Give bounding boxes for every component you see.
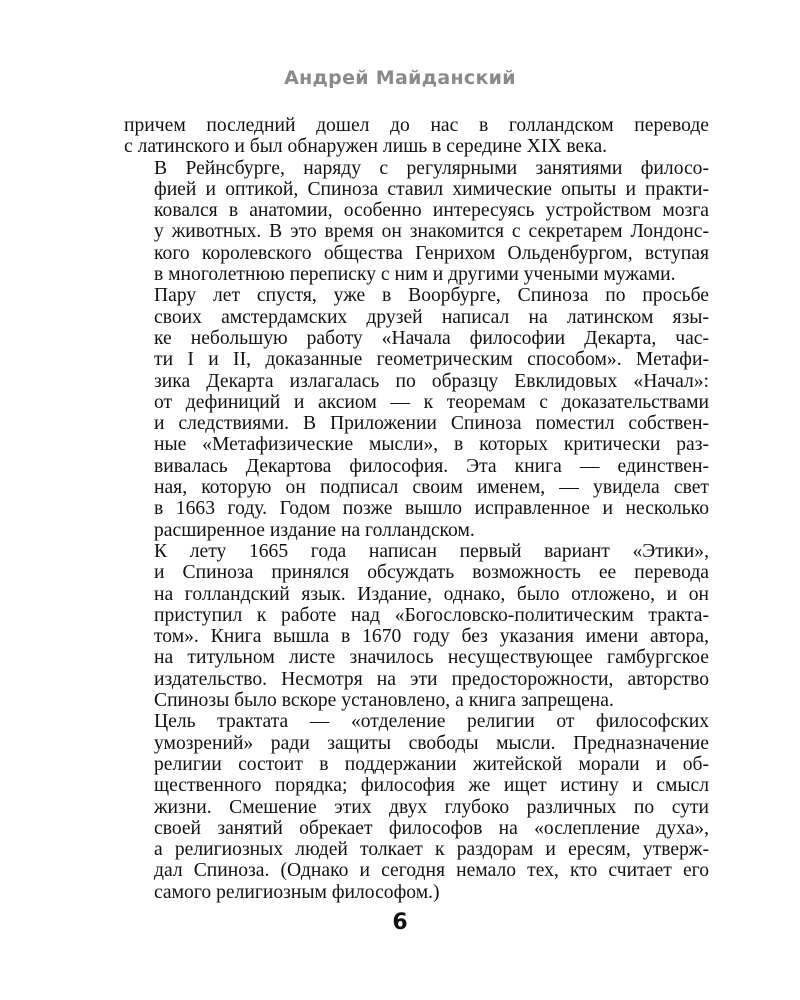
paragraph (124, 285, 709, 541)
text-line: у животных. В это время он знакомится с секретарем Лондонс- (154, 221, 709, 243)
text-line: в 1663 году. Годом позже вышло исправленное и несколько (154, 498, 709, 520)
text-line: ные «Метафизические мысли», в которых критически раз- (154, 434, 709, 456)
text-line: на титульном листе значилось несуществующее гамбургское (154, 647, 709, 669)
text-line: на голландский язык. Издание, однако, было отложено, и он (154, 583, 709, 605)
text-line: В Рейнсбурге, наряду с регулярными занятиями филосо- (154, 157, 709, 179)
text-line: причем последний дошел до нас в голландском переводе (124, 115, 709, 136)
body-text (124, 115, 709, 903)
text-line: от дефиниций и аксиом — к теоремам с доказательствами (154, 391, 709, 413)
running-head-author: Андрей Майданский (284, 67, 516, 89)
text-line: а религиозных людей толкает к раздорам и ересям, утверж- (154, 839, 709, 861)
text-line: кого королевского общества Генрихом Ольденбургом, вступая (154, 242, 709, 264)
text-line: Цель трактата — «отделение религии от философских (154, 711, 709, 733)
paragraph (124, 541, 709, 711)
paragraph (124, 711, 709, 903)
text-line: с латинского и был обнаружен лишь в середине XIX века. (124, 136, 608, 158)
page-number: 6 (392, 910, 408, 935)
text-line: фией и оптикой, Спиноза ставил химические опыты и практи- (154, 178, 709, 200)
text-line: том». Книга вышла в 1670 году без указания имени автора, (154, 626, 709, 648)
text-line: религии состоит в поддержании житейской морали и об- (154, 753, 709, 775)
text-line: ковался в анатомии, особенно интересуясь устройством мозга (154, 200, 709, 222)
paragraph (124, 158, 709, 286)
text-line: ная, которую он подписал своим именем, — увидела свет (154, 477, 709, 499)
text-line: умозрений» ради защиты свободы мысли. Предназначение (154, 732, 709, 754)
text-line: зика Декарта излагалась по образцу Евклидовых «Начал»: (154, 370, 709, 392)
text-line: щественного порядка; философия же ищет истину и смысл (154, 775, 709, 797)
text-line: своей занятий обрекает философов на «ослепление духа», (154, 817, 709, 839)
text-line: Спинозы было вскоре установлено, а книга запрещена. (154, 690, 614, 712)
text-line: и Спиноза принялся обсуждать возможность ее перевода (154, 562, 709, 584)
text-line: в многолетнюю переписку с ним и другими учеными мужами. (154, 264, 676, 286)
text-line: приступил к работе над «Богословско-политическим тракта- (154, 604, 709, 626)
text-line: вивалась Декартова философия. Эта книга — единствен- (154, 455, 709, 477)
text-line: своих амстердамских друзей написал на латинском язы- (154, 306, 709, 328)
text-line: издательство. Несмотря на эти предосторожности, авторство (154, 668, 709, 690)
paragraph (124, 115, 709, 158)
text-line: самого религиозным философом.) (154, 881, 440, 903)
text-line: расширенное издание на голландском. (154, 519, 475, 541)
text-line: ке небольшую работу «Начала философии Декарта, час- (154, 327, 709, 349)
text-line: жизни. Смешение этих двух глубоко различных по сути (154, 796, 709, 818)
text-line: Пару лет спустя, уже в Воорбурге, Спиноза по просьбе (154, 285, 709, 307)
text-line: ти I и II, доказанные геометрическим способом». Метафи- (154, 349, 709, 371)
text-line: дал Спиноза. (Однако и сегодня немало тех, кто считает его (154, 860, 709, 882)
text-line: и следствиями. В Приложении Спиноза поместил собствен- (154, 413, 709, 435)
text-line: К лету 1665 года написан первый вариант «Этики», (154, 540, 709, 562)
